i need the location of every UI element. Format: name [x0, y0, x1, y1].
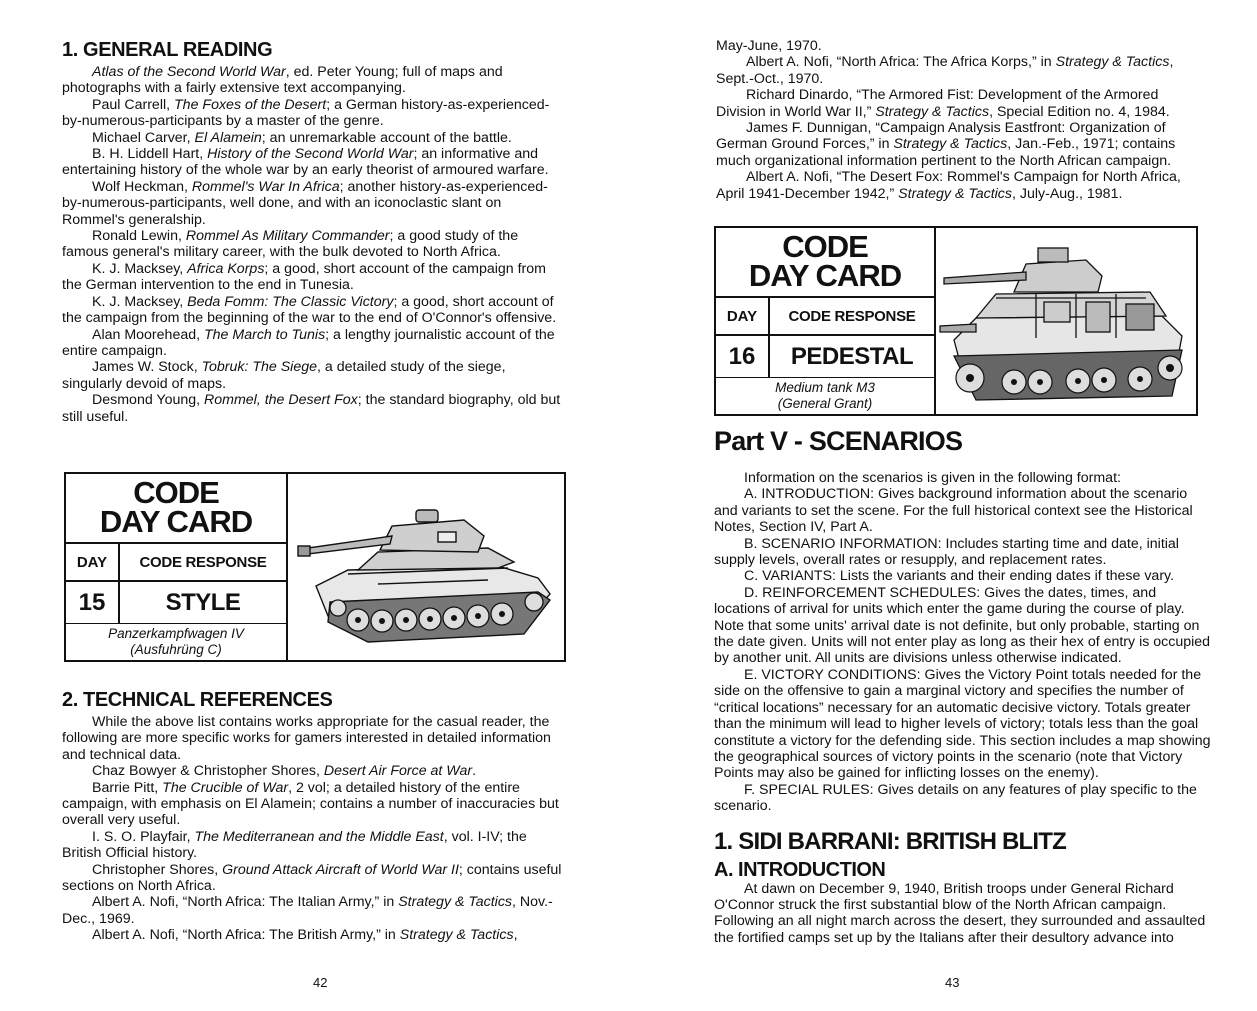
reference-title: Tobruk: The Siege — [201, 359, 318, 376]
reference-text: K. J. Macksey, — [92, 260, 188, 277]
reference-entry — [62, 327, 562, 360]
continued-references-list — [716, 38, 1206, 202]
reference-entry — [62, 927, 562, 943]
left-column — [62, 38, 562, 425]
scenario-format-item: C. VARIANTS: Lists the variants and their ending dates if these vary. — [744, 568, 1175, 585]
reference-entry — [716, 54, 1206, 87]
reference-text: ; an informative and entertaining history of the whole war by an early theorist of armoured warfare. — [62, 146, 549, 179]
reference-text: Desmond Young, — [92, 392, 205, 409]
reference-text: Alan Moorehead, — [92, 326, 204, 343]
reference-title: Strategy & Tactics — [1055, 54, 1170, 71]
reference-entry — [62, 780, 562, 829]
card-title-line2: DAY CARD — [748, 258, 902, 293]
reference-text: ; a good, short account of the campaign from the German intervention to the end in Tunesia. — [62, 260, 546, 294]
day-header: DAY — [716, 298, 770, 334]
reference-title: El Alamein — [194, 129, 262, 146]
reference-text: , a detailed study of the siege, singularly devoid of maps. — [62, 359, 506, 392]
scenario-format-item: B. SCENARIO INFORMATION: Includes starting time and date, initial supply levels, overall rates or resupply, and replacement rates. — [714, 535, 1179, 569]
reference-text: ; a lengthy journalistic account of the entire campaign. — [62, 326, 555, 359]
reference-entry — [62, 228, 562, 261]
reference-entry — [716, 38, 1206, 54]
reference-entry — [716, 120, 1206, 169]
reference-text: Christopher Shores, — [92, 861, 223, 878]
reference-title: Ground Attack Aircraft of World War II — [222, 861, 459, 878]
reference-text: ; a good study of the famous general's military career, with the bulk devoted to North Africa. — [62, 228, 519, 261]
reference-entry — [62, 130, 562, 146]
reference-text: B. H. Liddell Hart, — [92, 146, 208, 163]
reference-title: Strategy & Tactics — [875, 103, 990, 120]
scenario-format-item: Information on the scenarios is given in the following format: — [744, 470, 1121, 486]
card-title-line1: CODE — [133, 475, 219, 510]
reference-text: ; an unremarkable account of the battle. — [261, 129, 512, 146]
reference-title: Rommel, the Desert Fox — [204, 392, 358, 409]
reference-text: K. J. Macksey, — [92, 293, 188, 310]
reference-title: Strategy & Tactics — [398, 894, 513, 911]
reference-text: ; another history-as-experienced-by-numerous-participants, well done, and with an iconoclastic slant on Rommel's generalship. — [62, 178, 548, 228]
reference-title: The Mediterranean and the Middle East — [194, 828, 444, 845]
reference-entry — [62, 763, 562, 779]
scenario-format-item: D. REINFORCEMENT SCHEDULES: Gives the dates, times, and locations of arrival for units which enter the game during the course of play. Note that some units' arrival date is not definite, but only probable, starting on the date given. Units will not enter play as long as their hex of entry is occupied by another unit. All units are divisions unless otherwise indicated. — [714, 584, 1211, 667]
scenario-1-intro — [714, 881, 1214, 947]
reference-text: ; a German history-as-experienced-by-numerous-participants by a master of the genre. — [62, 96, 550, 130]
reference-text: , vol. I-IV; the British Official history. — [62, 828, 527, 862]
day-value: 15 — [66, 582, 120, 623]
reference-title: Strategy & Tactics — [898, 185, 1012, 202]
reference-title: Rommel As Military Commander — [185, 228, 390, 245]
scenario-format-item: A. INTRODUCTION: Gives background information about the scenario and variants to set the scene. For the full historical context see the Historical Notes, Section IV, Part A. — [714, 486, 1193, 536]
reference-entry — [62, 64, 562, 97]
reference-text: Albert A. Nofi, “North Africa: The Africa Korps,” in — [746, 54, 1056, 71]
scenario-format-item: F. SPECIAL RULES: Gives details on any features of play specific to the scenario. — [714, 781, 1197, 815]
reference-entry — [62, 894, 562, 927]
card-value-row — [66, 582, 286, 624]
reference-text: Ronald Lewin, — [92, 228, 186, 245]
reference-title: Rommel's War In Africa — [191, 178, 340, 195]
reference-text: ; a good, short account of the campaign from the beginning of the war to the end of O'Connor's offensive. — [62, 293, 557, 327]
reference-entry — [62, 146, 562, 179]
reference-text: I. S. O. Playfair, — [92, 828, 195, 845]
scenario-format-list — [714, 470, 1214, 815]
card-table — [716, 228, 936, 414]
reference-entry — [62, 862, 562, 895]
tank-caption-line1: Medium tank M3 — [775, 380, 875, 395]
reference-entry — [716, 169, 1206, 202]
code-day-card-15 — [64, 472, 566, 662]
reference-entry — [62, 261, 562, 294]
reference-entry — [716, 87, 1206, 120]
reference-title: The March to Tunis — [204, 326, 326, 343]
reference-text: Barrie Pitt, — [92, 779, 163, 796]
reference-entry — [62, 294, 562, 327]
panzer-iv-illustration — [288, 474, 564, 660]
m3-grant-illustration — [936, 228, 1196, 414]
tank-caption-line2: (General Grant) — [777, 396, 873, 411]
reference-title: Beda Fomm: The Classic Victory — [187, 293, 394, 310]
reference-title: Strategy & Tactics — [399, 927, 514, 944]
technical-references-list — [62, 714, 562, 944]
reference-text: Chaz Bowyer & Christopher Shores, — [92, 763, 324, 780]
general-reading-list — [62, 64, 562, 425]
page-number-left: 42 — [313, 975, 328, 990]
reference-entry — [62, 97, 562, 130]
reference-text: . — [472, 763, 477, 780]
tank-caption-line2: (Ausfuhrüng C) — [130, 642, 222, 657]
scenario-format-item: E. VICTORY CONDITIONS: Gives the Victory Point totals needed for the side on the offensive to gain a marginal victory and specifies the number of “critical locations” necessary for an automatic decisive victory. Totals greater than the minimum will lead to higher levels of victory; totals less than the goal constitute a victory for the defending side. This section includes a map showing the geographical sources of victory points in the scenario (note that Victory Points may also be gained for inflicting losses on the enemy). — [714, 666, 1211, 782]
code-response-value: STYLE — [165, 588, 241, 616]
code-response-header: CODE RESPONSE — [139, 553, 267, 571]
card-header-row — [716, 298, 934, 336]
right-column — [716, 38, 1206, 202]
reference-text: , Sept.-Oct., 1970. — [716, 54, 1174, 87]
reference-title: The Crucible of War — [162, 779, 289, 796]
card-title — [66, 474, 286, 544]
reference-text: ; the standard biography, old but still useful. — [62, 392, 561, 425]
left-page — [0, 0, 628, 1011]
reference-text: , Jan.-Feb., 1971; contains much organizational information pertinent to the North African campaign. — [716, 136, 1176, 169]
reference-text: , Special Edition no. 4, 1984. — [989, 103, 1170, 120]
tank-caption — [66, 624, 286, 660]
reference-text: While the above list contains works appropriate for the casual reader, the following are more specific works for gamers interested in detailed information and technical data. — [62, 714, 551, 763]
card-title-line2: DAY CARD — [99, 504, 253, 539]
card-value-row — [716, 336, 934, 378]
code-day-card-16 — [714, 226, 1198, 416]
scenario-1-intro-text: At dawn on December 9, 1940, British troops under General Richard O'Connor struck the first substantial blow of the North African campaign. Following an all night march across the desert, they surrounded and assaulted the fortified camps set up by the Italians after their desultory advance into — [714, 880, 1206, 946]
reference-entry — [62, 359, 562, 392]
reference-title: Africa Korps — [187, 260, 265, 277]
reference-entry — [62, 392, 562, 425]
reference-text: Michael Carver, — [92, 129, 195, 146]
tank-caption-line1: Panzerkampfwagen IV — [108, 626, 244, 641]
part-title: Part V - SCENARIOS — [714, 426, 963, 456]
reference-text: , ed. Peter Young; full of maps and photographs with a fairly extensive text accompanying. — [62, 64, 503, 97]
scenarios-column — [714, 424, 1214, 946]
card-title-line1: CODE — [782, 229, 868, 264]
m3-tank-icon — [936, 228, 1196, 414]
reference-text: Albert A. Nofi, “North Africa: The Italian Army,” in — [92, 894, 399, 911]
reference-text: , July-Aug., 1981. — [1011, 185, 1123, 202]
reference-text: Albert A. Nofi, “The Desert Fox: Rommel's Campaign for North Africa, April 1941-December 1942,” — [716, 169, 1181, 202]
reference-text: , — [513, 927, 518, 944]
reference-text: Paul Carrell, — [92, 96, 175, 113]
reference-text: Albert A. Nofi, “North Africa: The British Army,” in — [92, 927, 400, 944]
scenario-1-title: 1. SIDI BARRANI: BRITISH BLITZ — [714, 827, 1066, 855]
reference-text: ; contains useful sections on North Africa. — [62, 861, 562, 895]
section-title-technical-references: 2. TECHNICAL REFERENCES — [62, 689, 333, 711]
reference-text: May-June, 1970. — [716, 38, 822, 54]
code-response-value: PEDESTAL — [790, 342, 914, 370]
reference-text: Wolf Heckman, — [92, 178, 192, 195]
reference-title: The Foxes of the Desert — [174, 96, 327, 113]
page-number-right: 43 — [945, 975, 960, 990]
reference-title: Strategy & Tactics — [893, 136, 1008, 153]
panzer-tank-icon — [288, 474, 564, 660]
reference-entry — [62, 714, 562, 763]
code-response-header: CODE RESPONSE — [788, 307, 916, 325]
reference-text: James W. Stock, — [92, 359, 202, 376]
section-title-general-reading: 1. GENERAL READING — [62, 39, 273, 61]
tank-caption — [716, 378, 934, 414]
reference-title: Atlas of the Second World War — [92, 64, 286, 80]
reference-text: , Nov.-Dec., 1969. — [62, 894, 553, 927]
right-page — [628, 0, 1257, 1011]
left-lower-column — [62, 688, 562, 944]
scenario-1-subtitle: A. INTRODUCTION — [714, 858, 886, 881]
card-table — [66, 474, 288, 660]
day-header: DAY — [66, 544, 120, 580]
reference-title: History of the Second World War — [207, 146, 414, 163]
card-title — [716, 228, 934, 298]
reference-entry — [62, 829, 562, 862]
card-header-row — [66, 544, 286, 582]
reference-title: Desert Air Force at War — [323, 763, 473, 780]
reference-text: James F. Dunnigan, “Campaign Analysis Eastfront: Organization of German Ground Forces,” in — [716, 120, 1166, 153]
reference-entry — [62, 179, 562, 228]
reference-text: , 2 vol; a detailed history of the entire campaign, with emphasis on El Alamein; contains a number of inaccuracies but overall very useful. — [62, 779, 559, 829]
day-value: 16 — [716, 336, 770, 377]
reference-text: Richard Dinardo, “The Armored Fist: Development of the Armored Division in World War II,” — [716, 87, 1159, 120]
